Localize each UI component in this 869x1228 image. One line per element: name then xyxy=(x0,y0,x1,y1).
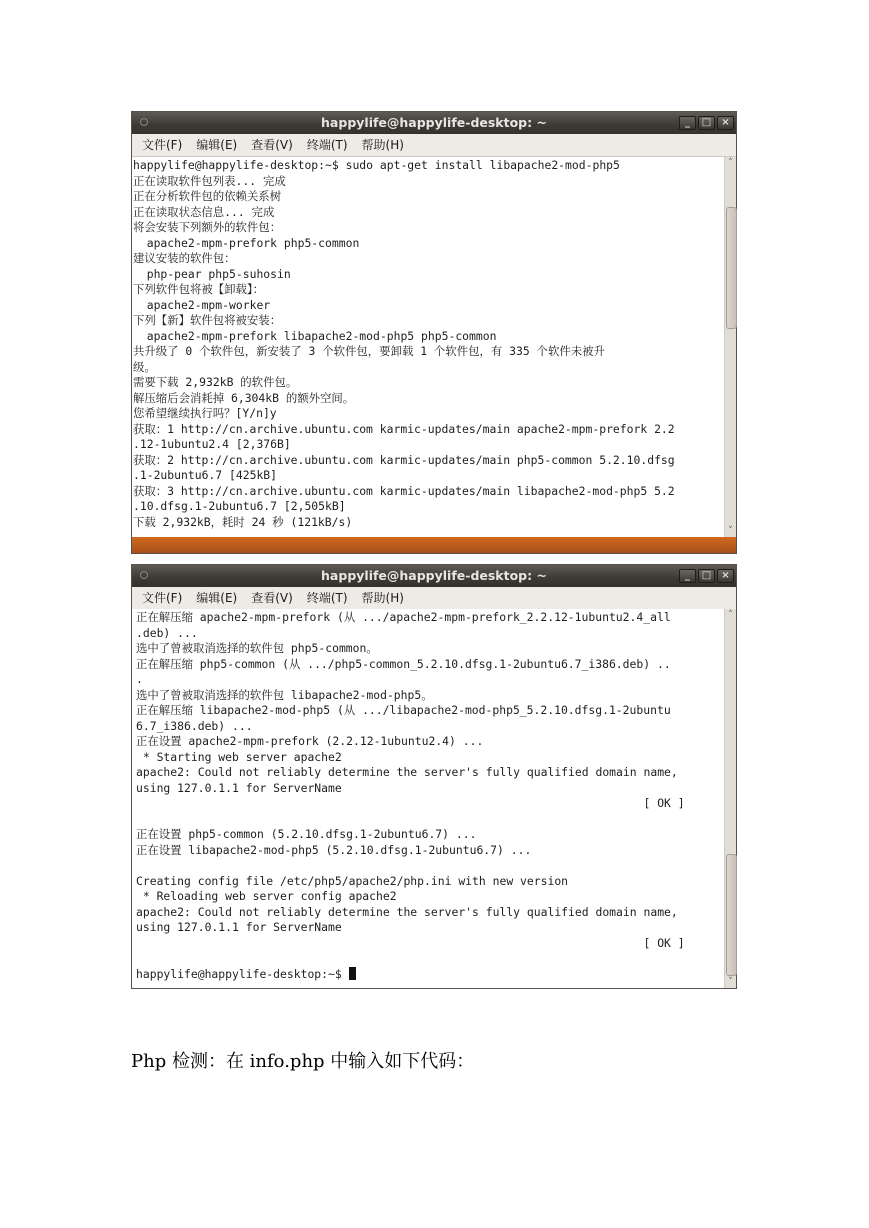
terminal-line: .10.dfsg.1-2ubuntu6.7 [2,505kB] xyxy=(133,499,346,513)
desktop-background xyxy=(132,537,736,553)
terminal-line: * Starting web server apache2 xyxy=(136,749,342,764)
terminal-window-1 xyxy=(131,111,737,554)
terminal-line: 正在设置 apache2-mpm-prefork (2.2.12-1ubuntu2.4) ... xyxy=(136,734,484,748)
terminal-line: 选中了曾被取消选择的软件包 php5-common。 xyxy=(136,641,378,655)
terminal-output[interactable] xyxy=(132,609,724,988)
menu-terminal[interactable]: 终端(T) xyxy=(306,591,348,605)
menu-help[interactable]: 帮助(H) xyxy=(361,591,404,605)
title-bar[interactable] xyxy=(132,565,736,587)
terminal-line: using 127.0.1.1 for ServerName xyxy=(136,780,342,795)
terminal-line: .deb) ... xyxy=(136,625,198,640)
terminal-line xyxy=(136,812,724,828)
menu-file[interactable]: 文件(F) xyxy=(142,591,183,605)
terminal-line: 选中了曾被取消选择的软件包 libapache2-mod-php5。 xyxy=(136,687,433,702)
terminal-line: 正在解压缩 libapache2-mod-php5 (从 .../libapache2-mod-php5_5.2.10.dfsg.1-2ubuntu xyxy=(136,703,671,717)
terminal-line xyxy=(136,858,724,874)
terminal-line: * Reloading web server config apache2 xyxy=(136,889,397,903)
terminal-line: .12-1ubuntu2.4 [2,376B] xyxy=(133,437,291,451)
terminal-line: happylife@happylife-desktop:~$ xyxy=(136,967,724,983)
menu-edit[interactable]: 编辑(E) xyxy=(196,591,238,605)
scroll-up-icon[interactable]: ˄ xyxy=(728,158,733,168)
text-cursor xyxy=(349,967,356,980)
terminal-line: 正在读取状态信息... 完成 xyxy=(133,204,275,219)
menu-help[interactable]: 帮助(H) xyxy=(361,138,404,152)
terminal-line: Creating config file /etc/php5/apache2/php.ini with new version xyxy=(136,873,569,888)
terminal-line: 正在设置 php5-common (5.2.10.dfsg.1-2ubuntu6.7) ... xyxy=(136,827,477,841)
maximize-icon[interactable]: □ xyxy=(698,569,715,583)
terminal-line: 共升级了 0 个软件包，新安装了 3 个软件包，要卸载 1 个软件包，有 335 个软件未被升 xyxy=(133,344,605,358)
terminal-line: happylife@happylife-desktop:~$ sudo apt-get install libapache2-mod-php5 xyxy=(133,158,620,172)
maximize-icon[interactable]: □ xyxy=(698,116,715,130)
terminal-line: 正在设置 libapache2-mod-php5 (5.2.10.dfsg.1-2ubuntu6.7) ... xyxy=(136,842,532,857)
menu-bar xyxy=(132,587,736,610)
menu-edit[interactable]: 编辑(E) xyxy=(196,138,238,152)
scrollbar[interactable] xyxy=(724,609,736,988)
window-title: happylife@happylife-desktop: ~ xyxy=(321,115,547,130)
terminal-line: apache2-mpm-prefork libapache2-mod-php5 php5-common xyxy=(133,328,497,343)
terminal-line: apache2: Could not reliably determine the server's fully qualified domain name, xyxy=(136,765,678,779)
terminal-line: 正在解压缩 php5-common (从 .../php5-common_5.2.10.dfsg.1-2ubuntu6.7_i386.deb) .. xyxy=(136,656,671,671)
terminal-line: 下载 2,932kB，耗时 24 秒 (121kB/s) xyxy=(133,514,353,529)
terminal-line: 6.7_i386.deb) ... xyxy=(136,718,253,733)
terminal-line: 正在解压缩 apache2-mpm-prefork (从 .../apache2-mpm-prefork_2.2.12-1ubuntu2.4_all xyxy=(136,610,671,624)
terminal-line: 下列软件包将被【卸载】： xyxy=(133,282,264,296)
terminal-line xyxy=(136,951,724,967)
terminal-line: [ OK ] xyxy=(136,935,685,950)
menu-bar xyxy=(132,134,736,157)
window-menu-icon[interactable] xyxy=(140,118,148,126)
menu-view[interactable]: 查看(V) xyxy=(251,591,293,605)
terminal-line: 正在读取软件包列表... 完成 xyxy=(133,173,286,188)
terminal-line: apache2-mpm-prefork php5-common xyxy=(133,235,360,250)
terminal-line: using 127.0.1.1 for ServerName xyxy=(136,920,342,934)
window-menu-icon[interactable] xyxy=(140,571,148,579)
terminal-line: 建议安装的软件包： xyxy=(133,251,236,265)
scrollbar-thumb[interactable] xyxy=(726,207,737,329)
menu-terminal[interactable]: 终端(T) xyxy=(306,138,348,152)
terminal-line: 获取：2 http://cn.archive.ubuntu.com karmic-updates/main php5-common 5.2.10.dfsg xyxy=(133,452,675,467)
terminal-line: . xyxy=(136,672,143,686)
menu-view[interactable]: 查看(V) xyxy=(251,138,293,152)
minimize-icon[interactable]: _ xyxy=(679,116,696,130)
scrollbar-thumb[interactable] xyxy=(726,854,737,976)
terminal-line: 获取：3 http://cn.archive.ubuntu.com karmic-updates/main libapache2-mod-php5 5.2 xyxy=(133,483,675,498)
title-bar[interactable] xyxy=(132,112,736,134)
scroll-down-icon[interactable]: ˅ xyxy=(728,977,733,987)
terminal-line: apache2-mpm-worker xyxy=(133,297,271,312)
scroll-up-icon[interactable]: ˄ xyxy=(728,610,733,620)
close-icon[interactable]: × xyxy=(717,116,734,130)
terminal-window-2 xyxy=(131,564,737,989)
scroll-down-icon[interactable]: ˅ xyxy=(728,526,733,536)
terminal-line: 需要下载 2,932kB 的软件包。 xyxy=(133,375,298,389)
terminal-line: 获取：1 http://cn.archive.ubuntu.com karmic-updates/main apache2-mpm-prefork 2.2 xyxy=(133,421,675,436)
terminal-line: apache2: Could not reliably determine the server's fully qualified domain name, xyxy=(136,904,678,919)
terminal-output[interactable] xyxy=(132,157,724,537)
minimize-icon[interactable]: _ xyxy=(679,569,696,583)
terminal-line: 正在分析软件包的依赖关系树 xyxy=(133,189,282,203)
document-caption: Php 检测：在 info.php 中输入如下代码： xyxy=(131,1051,475,1072)
terminal-line: php-pear php5-suhosin xyxy=(133,266,291,281)
close-icon[interactable]: × xyxy=(717,569,734,583)
terminal-line: 级。 xyxy=(133,359,156,374)
terminal-line: 您希望继续执行吗？[Y/n]y xyxy=(133,406,277,420)
menu-file[interactable]: 文件(F) xyxy=(142,138,183,152)
terminal-line: 解压缩后会消耗掉 6,304kB 的额外空间。 xyxy=(133,390,355,405)
terminal-line: 将会安装下列额外的软件包： xyxy=(133,220,282,234)
terminal-line: [ OK ] xyxy=(136,796,685,810)
terminal-line: 下列【新】软件包将被安装： xyxy=(133,313,282,327)
window-title: happylife@happylife-desktop: ~ xyxy=(321,568,547,583)
terminal-line: .1-2ubuntu6.7 [425kB] xyxy=(133,468,278,482)
scrollbar[interactable] xyxy=(724,157,736,537)
